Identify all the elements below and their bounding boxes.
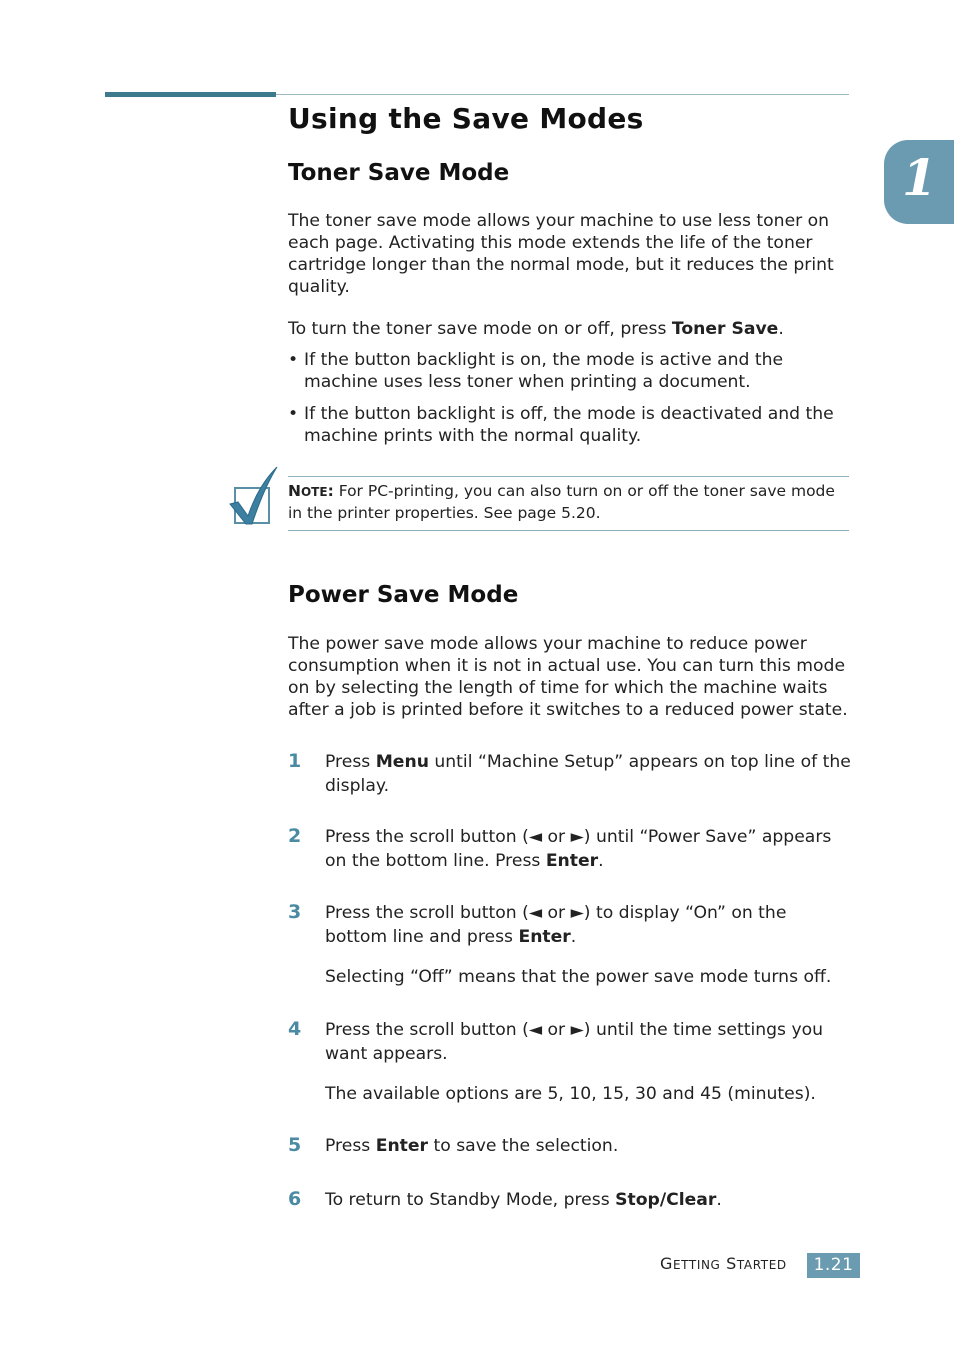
- bullet-dot: •: [288, 404, 299, 424]
- step-extra-text: Selecting “Off” means that the power save mode turns off.: [325, 967, 832, 987]
- step-text-post: .: [598, 850, 604, 871]
- step-number: 6: [288, 1188, 302, 1210]
- step-text-pre: Press the scroll button (◄ or ►) until “Power Save” appears on the bottom line. Press: [325, 827, 832, 871]
- step-text-post: to save the selection.: [428, 1136, 619, 1156]
- note-bottom-rule: [288, 530, 849, 531]
- power-save-heading: Power Save Mode: [288, 582, 519, 608]
- toner-save-button-label: Toner Save: [671, 319, 779, 339]
- step-text-pre: Press: [325, 752, 376, 772]
- note-block: [288, 481, 850, 524]
- toner-intro: The toner save mode allows your machine to use less toner on each page. Activating this mode extends the life of the toner cartridge longer than the normal mode, but it reduces the print quality.: [288, 211, 834, 297]
- chapter-tab: [884, 140, 954, 224]
- checkmark-note-icon: [228, 464, 280, 526]
- note-label: [288, 482, 334, 500]
- step-text-pre: Press: [325, 1136, 376, 1156]
- note-label-colon: :: [327, 482, 334, 500]
- page-title: Using the Save Modes: [288, 102, 644, 135]
- header-rule-thick: [105, 92, 276, 97]
- step-text: [325, 1135, 851, 1159]
- step-text-pre: Press the scroll button (◄ or ►) to display “On” on the bottom line and press: [325, 903, 787, 947]
- toner-toggle-instruction: [288, 318, 850, 340]
- bullet-text: If the button backlight is off, the mode is deactivated and the machine prints with the normal quality.: [304, 404, 834, 446]
- step-text-post: .: [716, 1190, 722, 1210]
- step-key-label: Enter: [545, 850, 599, 871]
- step-text-post: until “Machine Setup” appears on top line of the display.: [325, 752, 851, 796]
- note-top-rule: [288, 476, 849, 477]
- step-number: 1: [288, 750, 302, 772]
- step-text: [325, 1189, 851, 1213]
- bullet-text: If the button backlight is on, the mode is active and the machine uses less toner when printing a document.: [304, 350, 784, 392]
- step-text: [325, 751, 851, 798]
- step-text: [325, 902, 851, 949]
- step-key-label: Enter: [518, 926, 571, 947]
- step-key-label: Stop/Clear: [615, 1190, 717, 1210]
- page-number: 1.21: [807, 1253, 860, 1278]
- step-extra-text: The available options are 5, 10, 15, 30 and 45 (minutes).: [325, 1084, 816, 1104]
- step-text: Press the scroll button (◄ or ►) until the time settings you want appears.: [325, 1020, 824, 1064]
- footer-section-title: [660, 1254, 787, 1273]
- toner-save-heading: Toner Save Mode: [288, 160, 510, 186]
- step-number: 5: [288, 1134, 302, 1156]
- note-label-initial: N: [288, 482, 301, 500]
- footer-rest-tarted: TARTED: [736, 1258, 787, 1272]
- footer-initial-s: S: [726, 1254, 737, 1273]
- footer-initial-g: G: [660, 1254, 673, 1273]
- note-text: For PC-printing, you can also turn on or off the toner save mode in the printer properties. See page 5.20.: [288, 482, 835, 522]
- step-key-label: Menu: [375, 752, 429, 772]
- toner-toggle-prefix: To turn the toner save mode on or off, press: [288, 319, 672, 339]
- step-text: [325, 826, 851, 873]
- step-text-pre: To return to Standby Mode, press: [325, 1190, 616, 1210]
- bullet-dot: •: [288, 350, 299, 370]
- footer-rest-etting: ETTING: [673, 1258, 721, 1272]
- step-number: 2: [288, 825, 302, 847]
- note-label-rest: OTE: [300, 485, 328, 499]
- header-rule-thin: [276, 94, 849, 95]
- step-number: 4: [288, 1018, 302, 1040]
- chapter-number: 1: [902, 148, 937, 207]
- step-key-label: Enter: [375, 1136, 429, 1156]
- power-intro: The power save mode allows your machine to reduce power consumption when it is not in actual use. You can turn this mode on by selecting the length of time for which the machine waits after a job is printed before it switches to a reduced power state.: [288, 634, 848, 720]
- step-number: 3: [288, 901, 302, 923]
- step-text-post: .: [570, 926, 577, 947]
- toner-toggle-suffix: .: [778, 319, 784, 339]
